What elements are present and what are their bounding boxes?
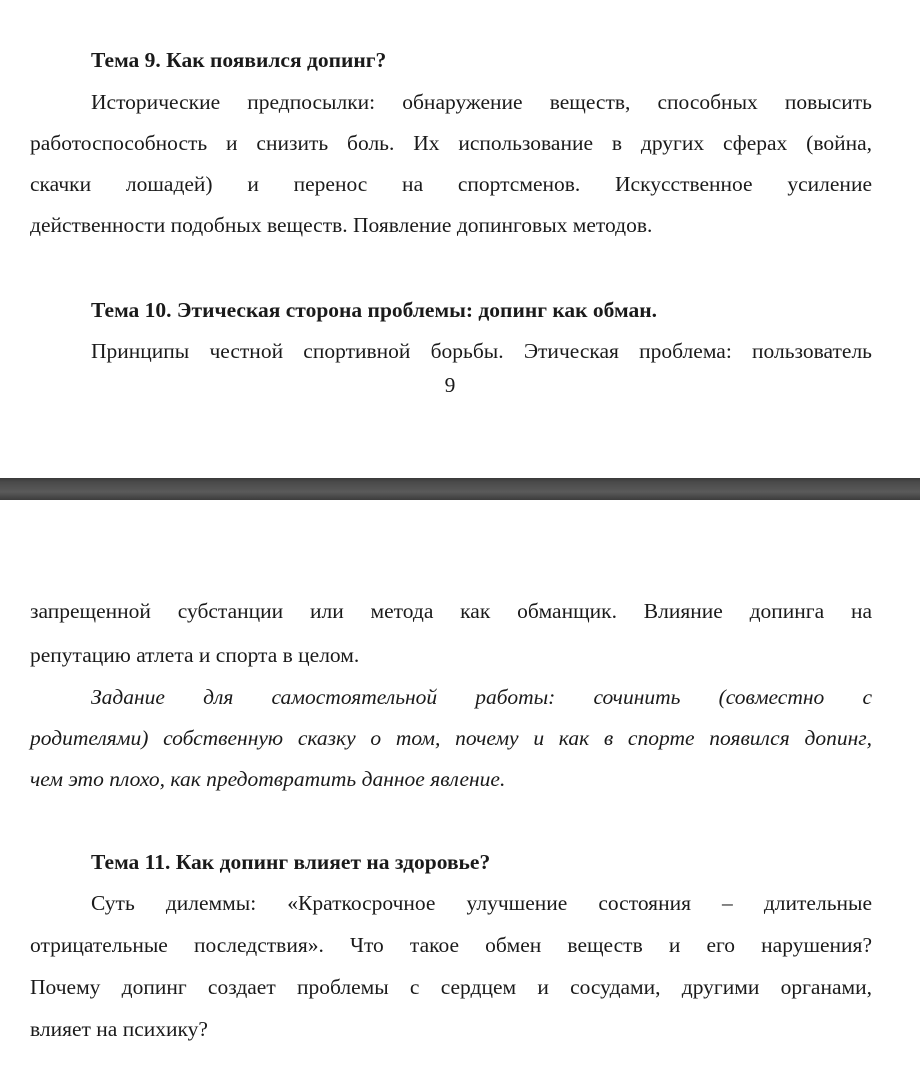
topic-9-text-line: работоспособность и снизить боль. Их использование в других сферах (война, (30, 131, 872, 155)
topic-11-text-line: отрицательные последствия». Что такое обмен веществ и его нарушения? (30, 933, 872, 957)
topic-10-text-line: Принципы честной спортивной борьбы. Этическая проблема: пользователь (91, 339, 872, 363)
topic-11-text-line: Суть дилеммы: «Краткосрочное улучшение состояния – длительные (91, 891, 872, 915)
document-page-9 (0, 0, 920, 478)
topic-11-text-line: влияет на психику? (30, 1017, 208, 1041)
topic-9-text-line: Исторические предпосылки: обнаружение веществ, способных повысить (91, 90, 872, 114)
assignment-line: родителями) собственную сказку о том, почему и как в спорте появился допинг, (30, 726, 872, 750)
topic-11-heading: Тема 11. Как допинг влияет на здоровье? (91, 850, 491, 874)
topic-11-text-line: Почему допинг создает проблемы с сердцем и сосудами, другими органами, (30, 975, 872, 999)
topic-10-continued-line: репутацию атлета и спорта в целом. (30, 643, 360, 667)
document-page-10 (0, 500, 920, 1082)
topic-9-text-line: действенности подобных веществ. Появление допинговых методов. (30, 213, 653, 237)
page-break-separator (0, 478, 920, 500)
page-number: 9 (444, 373, 456, 397)
topic-10-continued-line: запрещенной субстанции или метода как обманщик. Влияние допинга на (30, 599, 872, 623)
assignment-line: Задание для самостоятельной работы: сочинить (совместно с (91, 685, 872, 709)
topic-9-text-line: скачки лошадей) и перенос на спортсменов. Искусственное усиление (30, 172, 872, 196)
topic-9-heading: Тема 9. Как появился допинг? (91, 48, 387, 72)
topic-10-heading: Тема 10. Этическая сторона проблемы: допинг как обман. (91, 298, 658, 322)
assignment-line: чем это плохо, как предотвратить данное явление. (30, 767, 506, 791)
